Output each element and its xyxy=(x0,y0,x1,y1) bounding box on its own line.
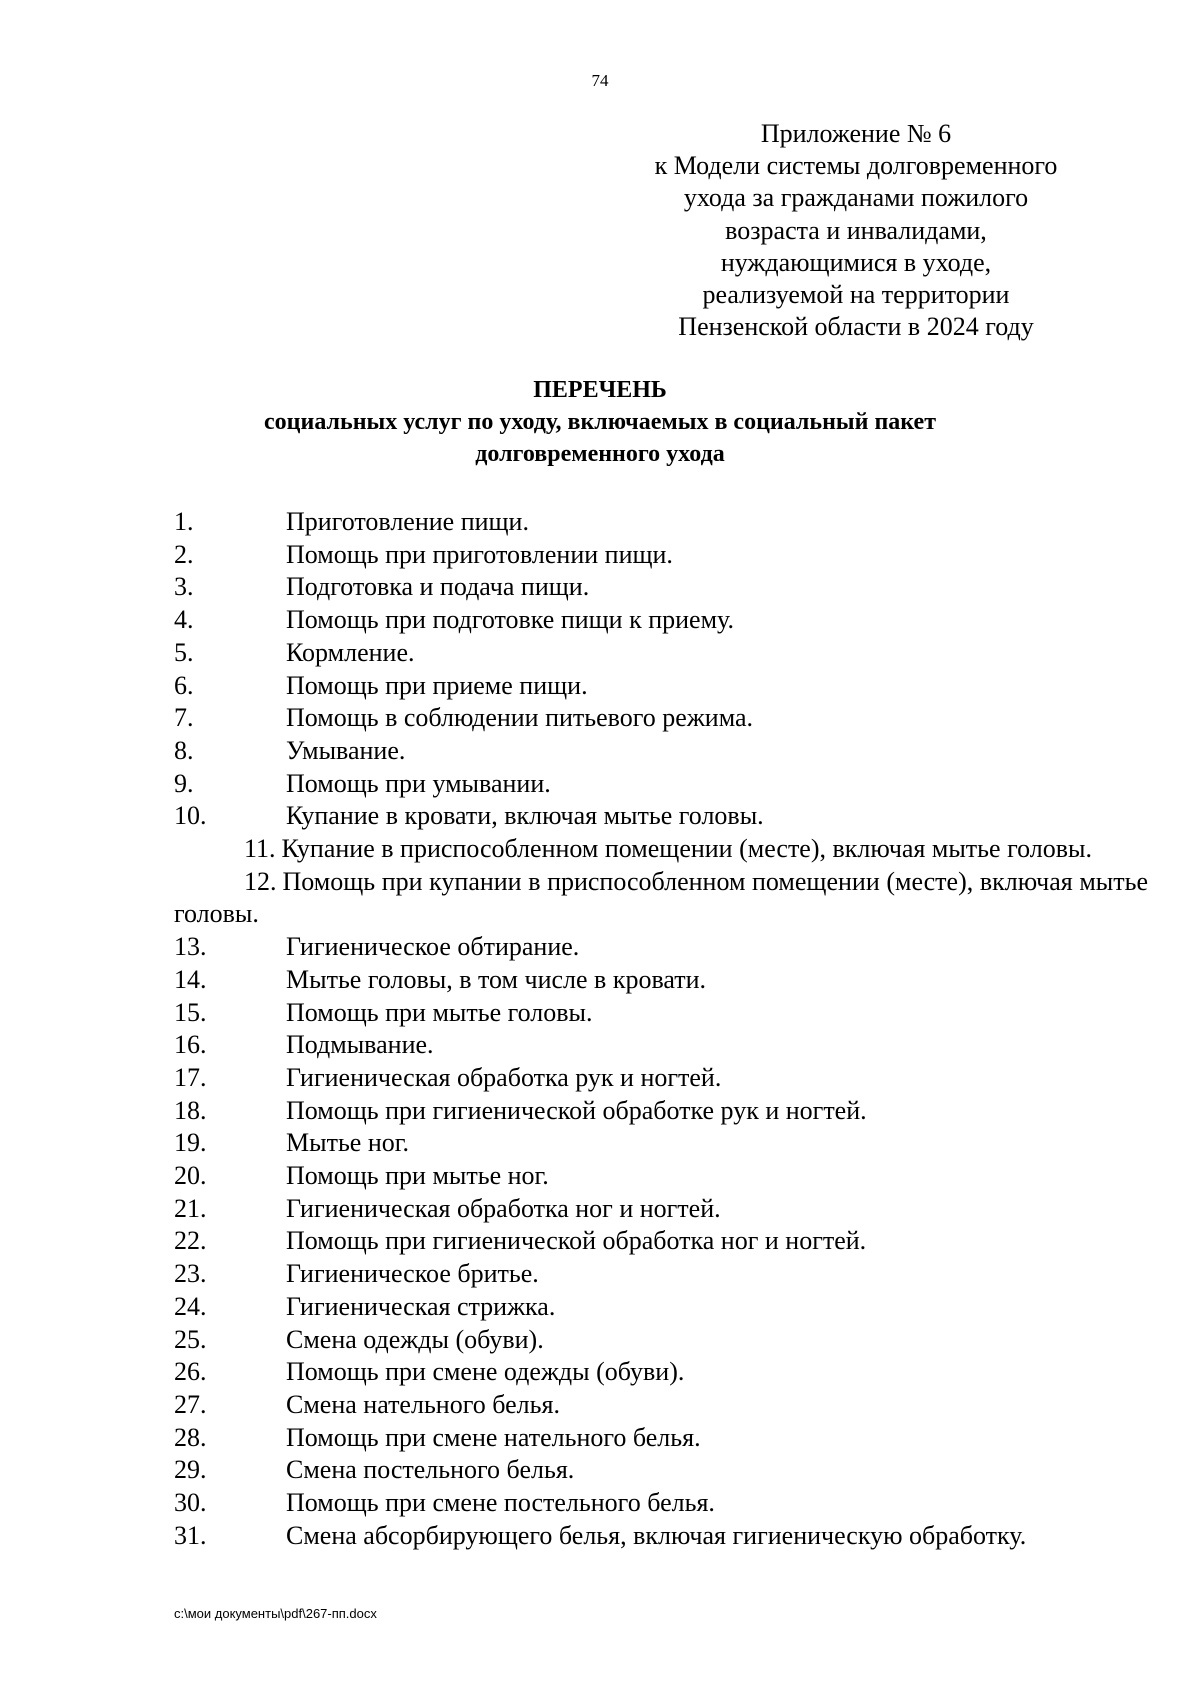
list-item-number: 31. xyxy=(174,1520,207,1550)
list-item-text: Помощь при купании в приспособленном помещении (месте), включая мытье головы. xyxy=(174,866,1148,929)
list-item-text: Помощь при умывании. xyxy=(286,768,551,798)
list-item-number: 2. xyxy=(174,539,194,569)
list-item-number: 16. xyxy=(174,1030,207,1060)
list-item xyxy=(174,702,1148,735)
list-item-number: 8. xyxy=(174,735,194,765)
appendix-line: Приложение № 6 xyxy=(760,119,952,148)
appendix-line: нуждающимися в уходе, xyxy=(720,247,992,277)
list-item xyxy=(174,1487,1148,1520)
list-item xyxy=(174,1422,1148,1455)
list-item-text: Смена абсорбирующего белья, включая гигиеническую обработку. xyxy=(286,1520,1027,1550)
list-item-number: 25. xyxy=(174,1324,207,1354)
list-item xyxy=(174,1127,1148,1160)
document-subtitle: социальных услуг по уходу, включаемых в социальный пакет xyxy=(264,409,936,435)
list-item-number: 21. xyxy=(174,1193,207,1223)
list-item-text: Помощь при смене нательного белья. xyxy=(286,1422,701,1452)
list-item-text: Мытье ног. xyxy=(286,1128,409,1158)
list-item-text: Помощь при приеме пищи. xyxy=(286,670,588,700)
list-item xyxy=(174,768,1148,801)
list-item xyxy=(174,670,1148,703)
list-item xyxy=(174,1160,1148,1193)
list-item-number: 17. xyxy=(174,1062,207,1092)
list-item-text: Помощь при смене одежды (обуви). xyxy=(286,1357,685,1387)
list-item xyxy=(174,1520,1148,1553)
list-item xyxy=(174,1356,1148,1389)
list-item-text: Помощь при мытье головы. xyxy=(286,997,593,1027)
list-item-number: 30. xyxy=(174,1488,207,1518)
list-item xyxy=(174,1225,1148,1258)
appendix-line: реализуемой на территории xyxy=(702,280,1010,310)
list-item-text: Смена одежды (обуви). xyxy=(286,1324,544,1354)
list-item xyxy=(174,506,1148,539)
list-item-number: 4. xyxy=(174,605,194,635)
document-subtitle: долговременного ухода xyxy=(475,441,725,467)
list-item-text: Помощь при гигиенической обработка ног и ногтей. xyxy=(286,1226,867,1256)
list-item-text: Купание в кровати, включая мытье головы. xyxy=(286,801,764,831)
list-item-number: 14. xyxy=(174,964,207,994)
appendix-header xyxy=(600,118,1112,343)
file-path-footer: c:\мои документы\pdf\267-пп.docx xyxy=(174,1606,377,1621)
list-item-number: 29. xyxy=(174,1455,207,1485)
list-item-text: Мытье головы, в том числе в кровати. xyxy=(286,964,707,994)
list-item xyxy=(174,833,1148,866)
list-item xyxy=(174,1095,1148,1128)
list-item-number: 11. xyxy=(244,834,276,864)
list-item-text: Помощь в соблюдении питьевого режима. xyxy=(286,703,754,733)
list-item xyxy=(174,539,1148,572)
document-title: ПЕРЕЧЕНЬ xyxy=(533,377,667,403)
list-item-number: 10. xyxy=(174,801,207,831)
list-item xyxy=(174,571,1148,604)
list-item xyxy=(174,735,1148,768)
list-item-text: Помощь при подготовке пищи к приему. xyxy=(286,605,734,635)
list-item-number: 6. xyxy=(174,670,194,700)
list-item xyxy=(174,997,1148,1030)
list-item xyxy=(174,1324,1148,1357)
list-item-text: Гигиеническая обработка ног и ногтей. xyxy=(286,1193,721,1223)
list-item xyxy=(174,1193,1148,1226)
list-item-number: 1. xyxy=(174,507,194,536)
list-item-number: 13. xyxy=(174,932,207,962)
services-list xyxy=(174,506,1148,1553)
page-number: 74 xyxy=(591,71,609,90)
list-item xyxy=(174,1062,1148,1095)
list-item-text: Гигиеническое бритье. xyxy=(286,1259,539,1289)
document-heading xyxy=(0,374,1200,470)
list-item-number: 15. xyxy=(174,997,207,1027)
appendix-line: ухода за гражданами пожилого xyxy=(683,183,1029,213)
list-item xyxy=(174,866,1148,931)
list-item-number: 26. xyxy=(174,1357,207,1387)
list-item xyxy=(174,931,1148,964)
list-item-number: 24. xyxy=(174,1291,207,1321)
appendix-line: Пензенской области в 2024 году xyxy=(678,312,1034,342)
list-item-text: Помощь при гигиенической обработке рук и ногтей. xyxy=(286,1095,867,1125)
list-item-text: Приготовление пищи. xyxy=(286,507,529,536)
list-item-number: 18. xyxy=(174,1095,207,1125)
list-item-number: 22. xyxy=(174,1226,207,1256)
list-item-text: Гигиеническое обтирание. xyxy=(286,932,580,962)
list-item-number: 23. xyxy=(174,1259,207,1289)
list-item xyxy=(174,800,1148,833)
list-item-number: 12. xyxy=(244,866,277,896)
list-item-number: 5. xyxy=(174,637,194,667)
list-item-text: Умывание. xyxy=(286,735,406,765)
list-item-text: Помощь при мытье ног. xyxy=(286,1161,549,1191)
list-item xyxy=(174,604,1148,637)
list-item-text: Подготовка и подача пищи. xyxy=(286,572,590,602)
list-item-text: Подмывание. xyxy=(286,1030,434,1060)
list-item xyxy=(174,1029,1148,1062)
list-item-number: 19. xyxy=(174,1128,207,1158)
list-item xyxy=(174,1291,1148,1324)
list-item-number: 9. xyxy=(174,768,194,798)
list-item-number: 20. xyxy=(174,1161,207,1191)
list-item-number: 7. xyxy=(174,703,194,733)
list-item-text: Кормление. xyxy=(286,637,415,667)
list-item-text: Купание в приспособленном помещении (месте), включая мытье головы. xyxy=(281,834,1092,864)
list-item-text: Гигиеническая обработка рук и ногтей. xyxy=(286,1062,722,1092)
list-item xyxy=(174,964,1148,997)
list-item-text: Помощь при смене постельного белья. xyxy=(286,1488,715,1518)
list-item-text: Смена постельного белья. xyxy=(286,1455,575,1485)
list-item xyxy=(174,1389,1148,1422)
list-item-text: Помощь при приготовлении пищи. xyxy=(286,539,673,569)
list-item-number: 27. xyxy=(174,1389,207,1419)
list-item-text: Смена нательного белья. xyxy=(286,1389,560,1419)
appendix-line: к Модели системы долговременного xyxy=(654,151,1058,181)
appendix-line: возраста и инвалидами, xyxy=(725,215,987,245)
list-item-number: 3. xyxy=(174,572,194,602)
list-item-text: Гигиеническая стрижка. xyxy=(286,1291,556,1321)
list-item xyxy=(174,1258,1148,1291)
list-item xyxy=(174,1454,1148,1487)
list-item xyxy=(174,637,1148,670)
list-item-number: 28. xyxy=(174,1422,207,1452)
